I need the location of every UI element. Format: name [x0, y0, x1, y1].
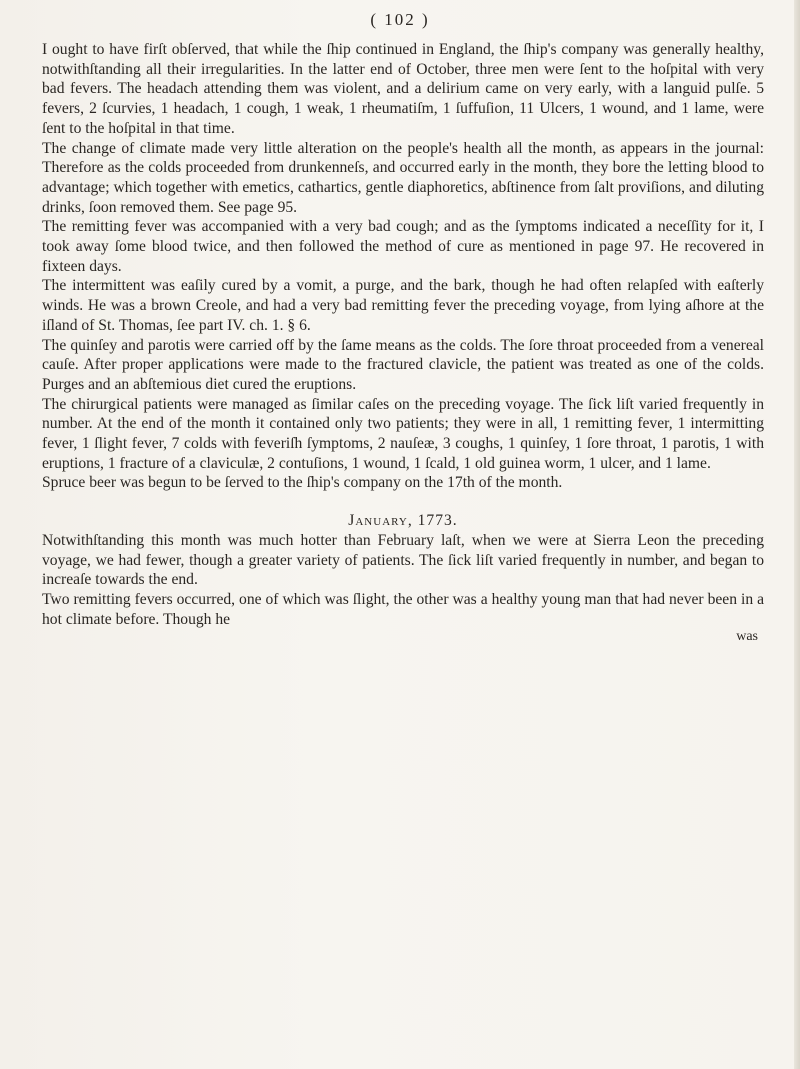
paragraph-1: I ought to have firſt obſerved, that while the ſhip continued in England, the ſhip's company was generally healthy, notwithſtanding all their irregularities. In the latter end of October, three men were ſent to the hoſpital with very bad fevers. The headach attending them was violent, and a delirium came on very early, with a languid pulſe. 5 fevers, 2 ſcurvies, 1 headach, 1 cough, 1 weak, 1 rheumatiſm, 1 ſuffuſion, 11 Ulcers, 1 wound, and 1 lame, were ſent to the hoſpital in that time.	[42, 41, 764, 137]
paragraph-3: The remitting fever was accompanied with a very bad cough; and as the ſymptoms indicated a neceſſity for it, I took away ſome blood twice, and then followed the method of cure as mentioned in page 97. He recovered in fixteen days.	[42, 218, 764, 275]
page-number: ( 102 )	[370, 10, 430, 29]
catchword: was	[736, 629, 758, 645]
page-edge	[794, 0, 800, 1069]
paragraph-4: The intermittent was eaſily cured by a vomit, a purge, and the bark, though he had often relapſed with eaſterly winds. He was a brown Creole, and had a very bad remitting fever the preceding voyage, from lying aſhore at the iſland of St. Thomas, ſee part IV. ch. 1. § 6.	[42, 277, 764, 334]
section-heading: January, 1773.	[348, 512, 458, 530]
body-text	[42, 40, 764, 645]
paragraph-6: The chirurgical patients were managed as ſimilar caſes on the preceding voyage. The ſick liſt varied frequently in number. At the end of the month it contained only two patients; they were in all, 1 remitting fever, 1 intermitting fever, 1 ſlight fever, 7 colds with feveriſh ſymptoms, 2 nauſeæ, 3 coughs, 1 quinſey, 1 ſore throat, 1 parotis, 1 with eruptions, 1 fracture of a claviculæ, 2 contuſions, 1 wound, 1 ſcald, 1 old guinea worm, 1 ulcer, and 1 lame.	[42, 395, 764, 472]
paragraph-8: Notwithſtanding this month was much hotter than February laſt, when we were at Sierra Leon the preceding voyage, we had fewer, though a greater variety of patients. The ſick liſt varied frequently in number, and began to increaſe towards the end.	[42, 531, 764, 589]
paragraph-2: The change of climate made very little alteration on the people's health all the month, as appears in the journal: Therefore as the colds proceeded from drunkenneſs, and occurred early in the month, they bore the letting blood to advantage; which together with emetics, cathartics, gentle diaphoretics, abſtinence from ſalt proviſions, and diluting drinks, ſoon removed them. See page 95.	[42, 139, 764, 216]
paragraph-7: Spruce beer was begun to be ſerved to the ſhip's company on the 17th of the month.	[42, 474, 563, 492]
paragraph-5: The quinſey and parotis were carried off by the ſame means as the colds. The ſore throat proceeded from a venereal cauſe. After proper applications were made to the fractured clavicle, the patient was treated as one of the colds. Purges and an abſtemious diet cured the eruptions.	[42, 336, 764, 393]
paragraph-9: Two remitting fevers occurred, one of which was ſlight, the other was a healthy young man that had never been in a hot climate before. Though he	[42, 590, 764, 628]
